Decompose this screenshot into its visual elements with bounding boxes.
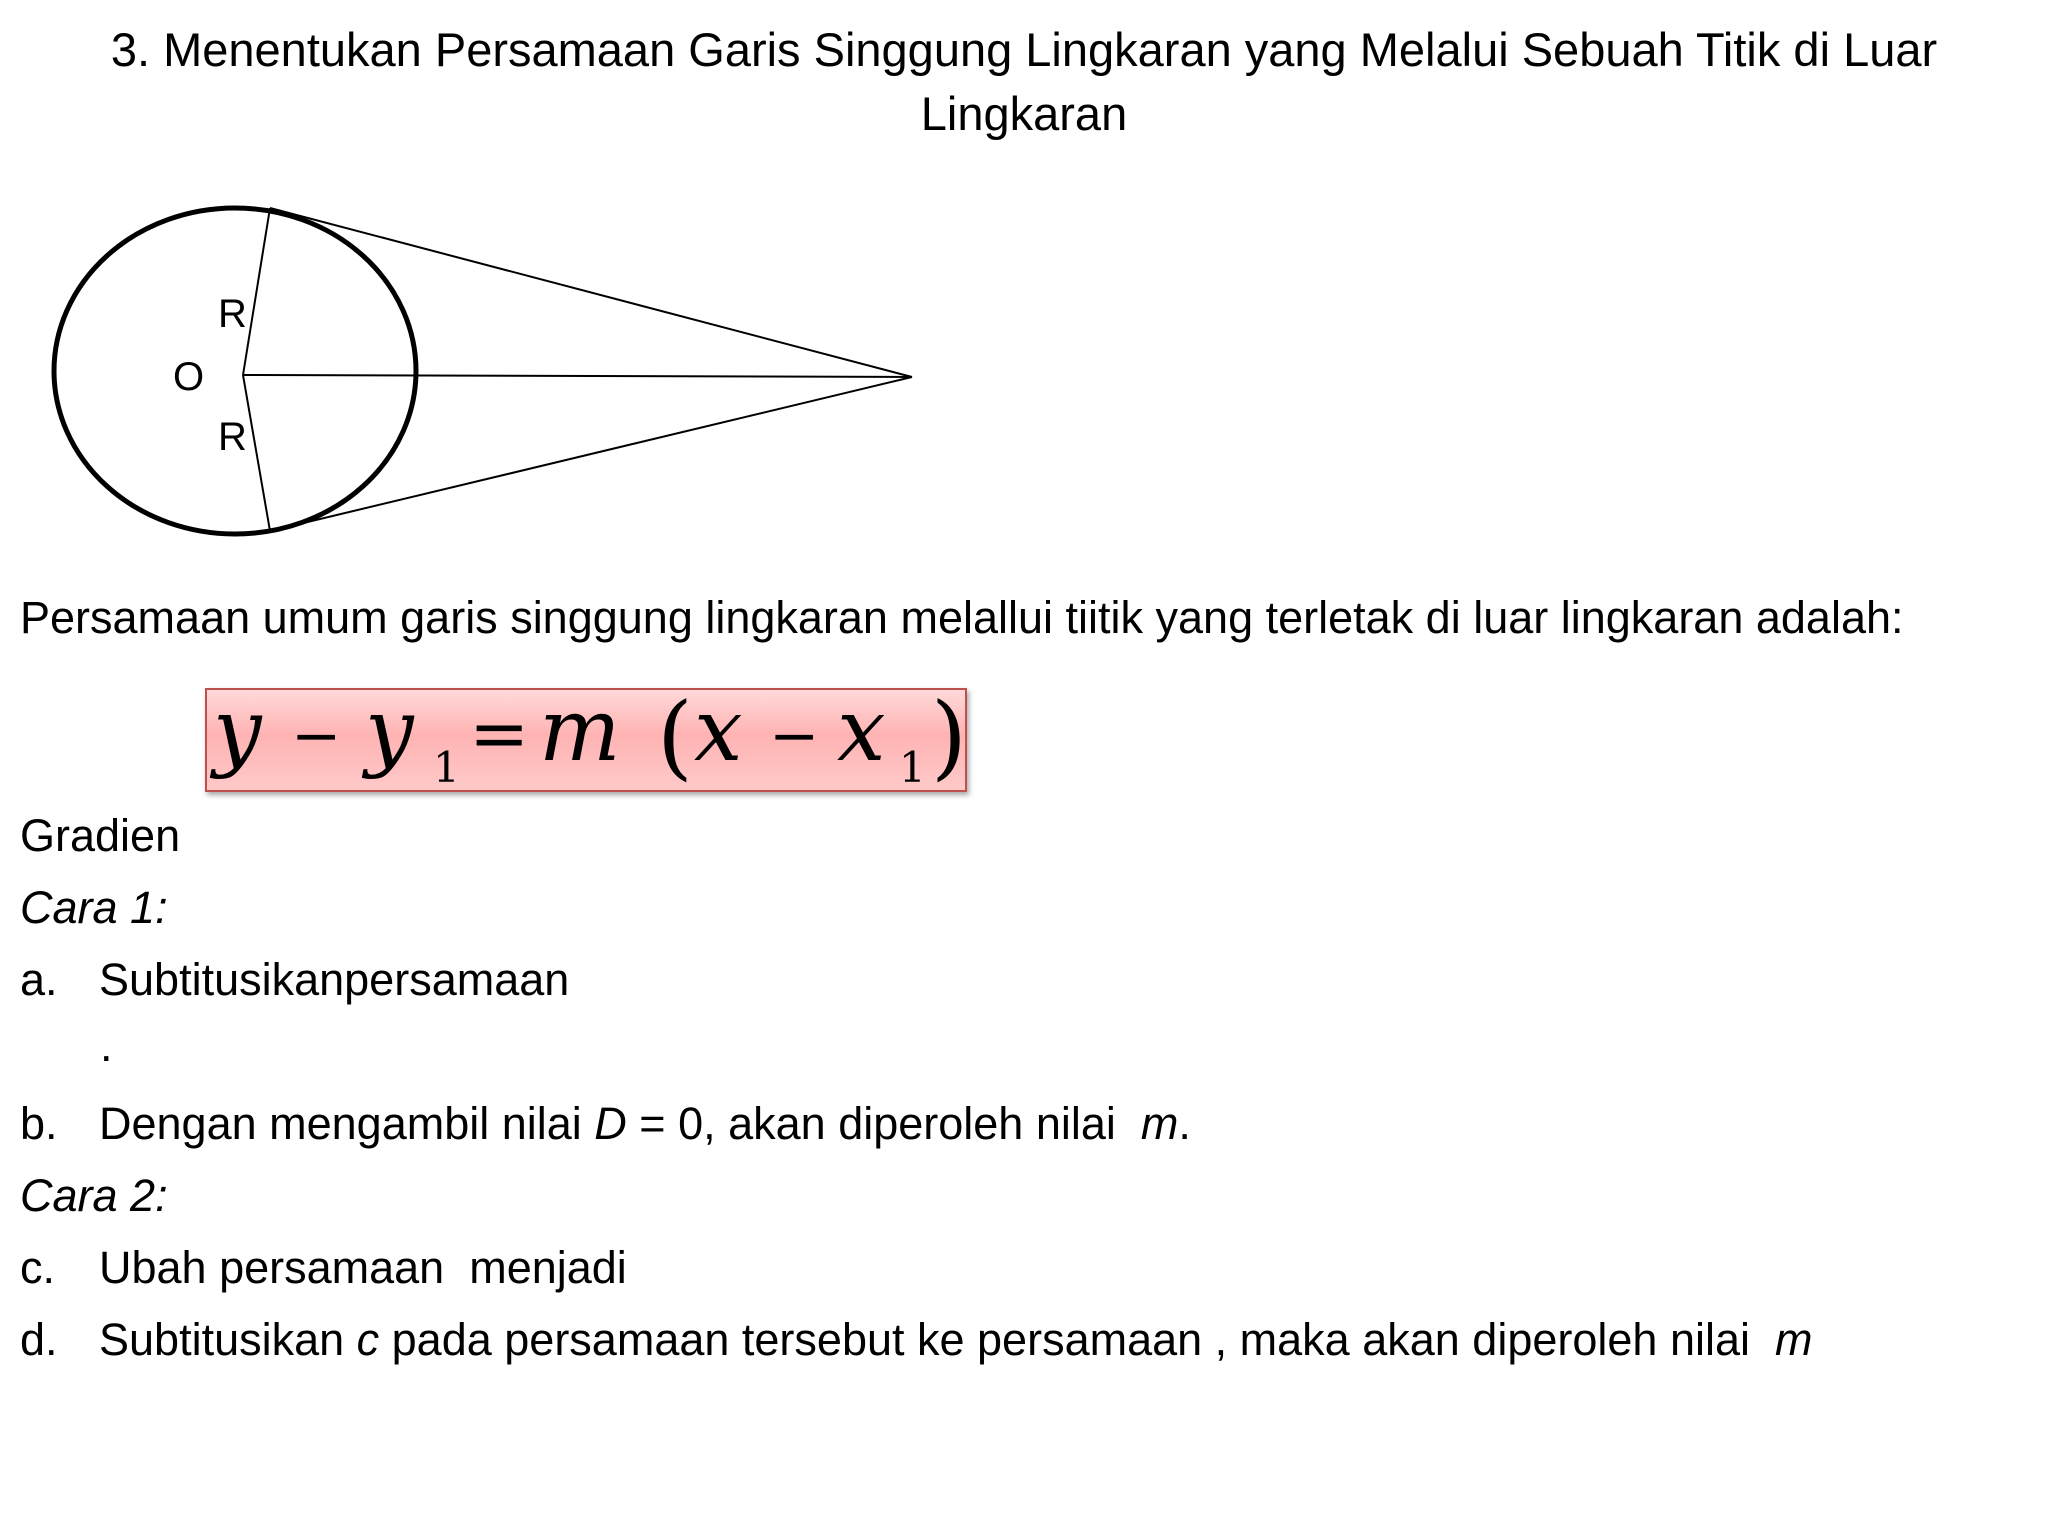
circle bbox=[54, 208, 416, 534]
list-marker: c. bbox=[20, 1242, 56, 1293]
tangent-line-bottom bbox=[270, 377, 912, 531]
list-item-a bbox=[20, 952, 569, 1008]
list-item-text: Ubah persamaan menjadi bbox=[99, 1242, 627, 1293]
formula-sub-1: 1 bbox=[433, 743, 460, 792]
formula-x1: x bbox=[837, 690, 886, 781]
list-item-text: . bbox=[1178, 1098, 1191, 1149]
variable-m: m bbox=[1775, 1314, 1813, 1365]
list-item-b bbox=[20, 1096, 1191, 1152]
variable-m: m bbox=[1140, 1098, 1179, 1149]
list-item-text: Subtitusikan bbox=[99, 1314, 357, 1365]
placeholder-dot: . bbox=[100, 1020, 113, 1071]
formula-left-paren: ( bbox=[657, 690, 693, 790]
formula-y1: y bbox=[365, 690, 414, 781]
formula-equals: = bbox=[469, 691, 530, 775]
list-marker: a. bbox=[20, 954, 58, 1005]
list-item-text: Dengan mengambil nilai bbox=[99, 1098, 595, 1149]
list-item-text: = 0, akan diperoleh nilai bbox=[626, 1098, 1141, 1149]
variable-c: c bbox=[356, 1314, 380, 1365]
formula-minus-1: − bbox=[291, 701, 342, 771]
intro-text: Persamaan umum garis singgung lingkaran melallui tiitik yang terletak di luar lingkaran adalah: bbox=[20, 592, 1904, 643]
list-marker: d. bbox=[20, 1314, 58, 1365]
cara-1-heading: Cara 1: bbox=[20, 882, 168, 933]
formula-m: m bbox=[539, 690, 621, 781]
radius-label-top: R bbox=[218, 292, 247, 336]
cara-2-heading: Cara 2: bbox=[20, 1170, 168, 1221]
variable-d: D bbox=[594, 1098, 627, 1149]
radius-line-top bbox=[243, 208, 270, 375]
list-item-text: Subtitusikanpersamaan bbox=[99, 954, 570, 1005]
radius-line-bottom bbox=[243, 375, 270, 531]
formula-minus-2: − bbox=[769, 701, 820, 771]
formula-x: x bbox=[694, 690, 743, 781]
formula bbox=[207, 690, 969, 794]
formula-box bbox=[205, 688, 967, 792]
slide-title: 3. Menentukan Persamaan Garis Singgung Lingkaran yang Melalui Sebuah Titik di Luar Lingkaran bbox=[110, 23, 1938, 140]
tangent-line-top bbox=[270, 208, 912, 377]
list-item-text: pada persamaan tersebut ke persamaan , maka akan diperoleh nilai bbox=[379, 1314, 1775, 1365]
list-item-c bbox=[20, 1240, 627, 1296]
list-marker: b. bbox=[20, 1098, 58, 1149]
formula-sub-2: 1 bbox=[899, 743, 926, 792]
formula-y: y bbox=[213, 690, 262, 781]
radius-label-bottom: R bbox=[218, 415, 247, 459]
gradien-heading: Gradien bbox=[20, 810, 181, 861]
center-label: O bbox=[173, 355, 205, 399]
tangent-diagram bbox=[0, 180, 960, 560]
formula-right-paren: ) bbox=[931, 690, 967, 790]
center-line bbox=[243, 375, 912, 377]
list-item-d bbox=[20, 1312, 1813, 1368]
